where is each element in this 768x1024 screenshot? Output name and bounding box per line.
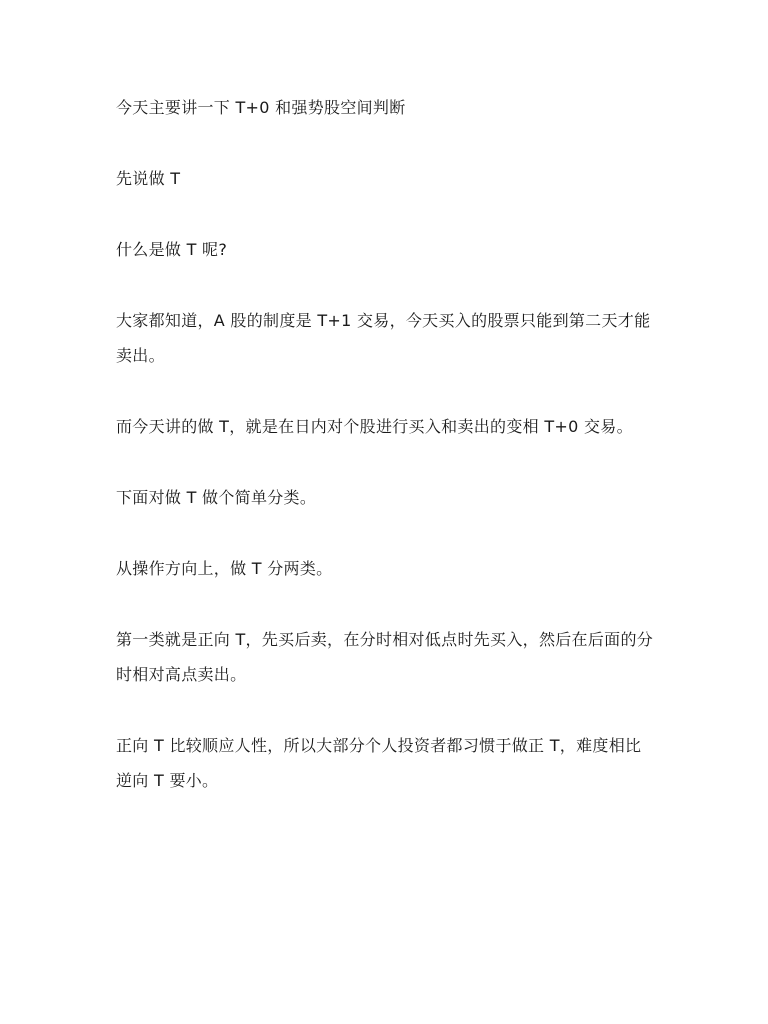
article-body [116, 90, 656, 834]
paragraph-intro-title: 今天主要讲一下 T+0 和强势股空间判断 [116, 98, 406, 117]
paragraph-question: 什么是做 T 呢? [116, 240, 228, 259]
paragraph-section-heading: 先说做 T [116, 169, 181, 188]
paragraph-t0-definition: 而今天讲的做 T，就是在日内对个股进行买入和卖出的变相 T+0 交易。 [116, 417, 633, 436]
paragraph-forward-t-difficulty: 正向 T 比较顺应人性，所以大部分个人投资者都习惯于做正 T，难度相比逆向 T 要小。 [116, 736, 642, 790]
paragraph-classification-intro: 下面对做 T 做个简单分类。 [116, 488, 317, 507]
paragraph-direction-types: 从操作方向上，做 T 分两类。 [116, 559, 333, 578]
paragraph-forward-t: 第一类就是正向 T，先买后卖，在分时相对低点时先买入，然后在后面的分时相对高点卖出。 [116, 630, 654, 684]
paragraph-t1-rule: 大家都知道，A 股的制度是 T+1 交易，今天买入的股票只能到第二天才能卖出。 [116, 311, 651, 365]
